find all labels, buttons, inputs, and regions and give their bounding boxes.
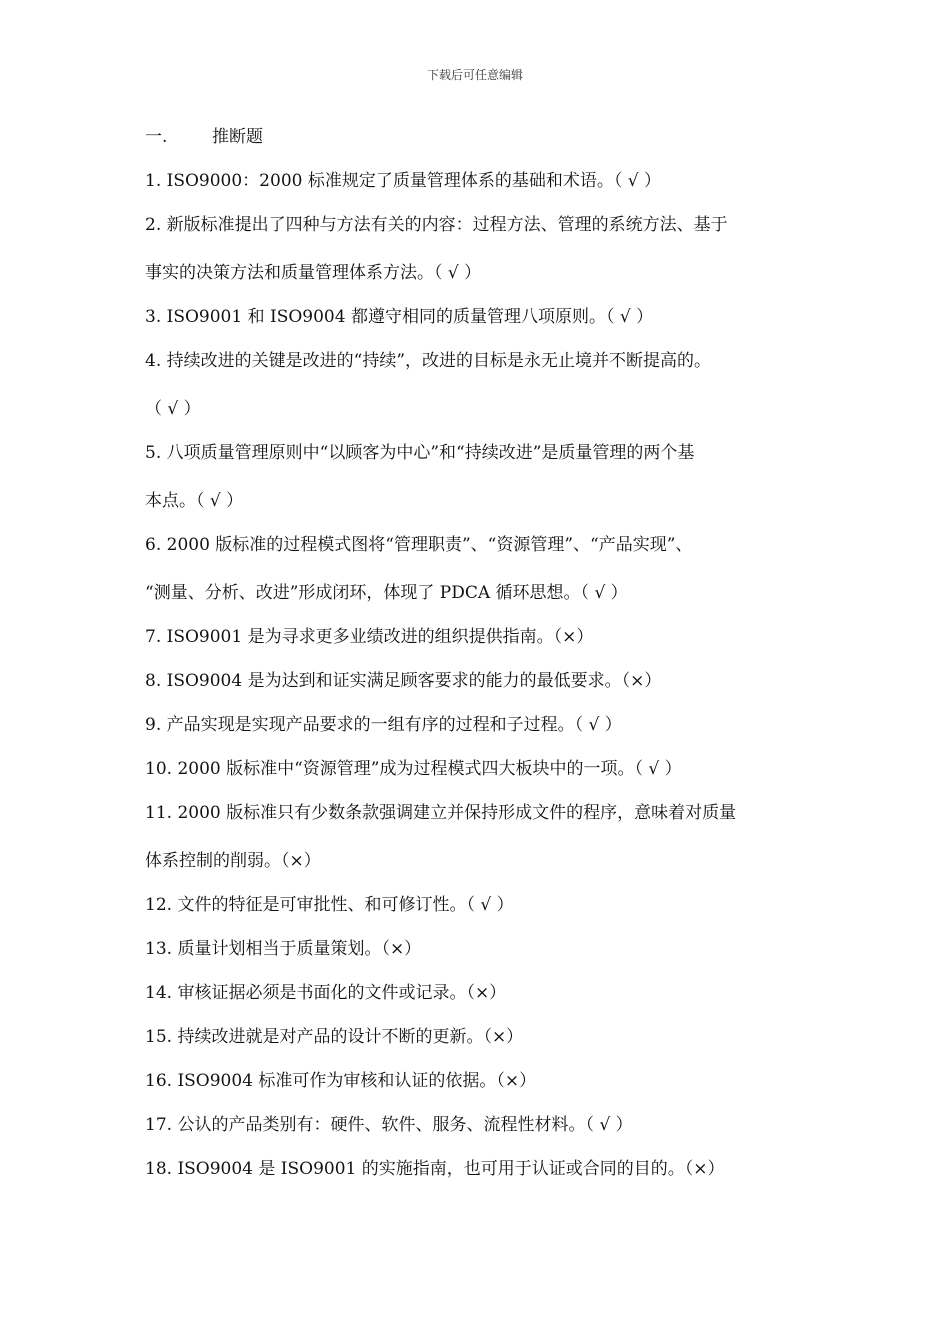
section-number: 一. [145,127,168,147]
question-item [145,348,810,422]
question-item [145,212,810,286]
question-item [145,668,810,694]
question-text-continued: 事实的决策方法和质量管理体系方法。（ √ ） [145,263,482,283]
question-text: 11. 2000 版标准只有少数条款强调建立并保持形成文件的程序，意味着对质量 [145,803,737,823]
question-item [145,980,810,1006]
question-text: 4. 持续改进的关键是改进的“持续”，改进的目标是永无止境并不断提高的。 [145,351,712,371]
question-text: 16. ISO9004 标准可作为审核和认证的依据。（×） [145,1071,537,1091]
question-item [145,1156,810,1182]
question-item [145,532,810,606]
question-item [145,1068,810,1094]
question-text: 2. 新版标准提出了四种与方法有关的内容：过程方法、管理的系统方法、基于 [145,215,728,235]
question-text-continued: （ √ ） [145,399,201,419]
question-item [145,1112,810,1138]
question-item [145,712,810,738]
question-text: 12. 文件的特征是可审批性、和可修订性。（ √ ） [145,895,514,915]
question-text: 17. 公认的产品类别有：硬件、软件、服务、流程性材料。（ √ ） [145,1115,633,1135]
question-text: 18. ISO9004 是 ISO9001 的实施指南，也可用于认证或合同的目的。（×） [145,1159,725,1179]
section-title [145,124,263,150]
question-text: 9. 产品实现是实现产品要求的一组有序的过程和子过程。（ √ ） [145,715,622,735]
question-item [145,1024,810,1050]
question-text: 10. 2000 版标准中“资源管理”成为过程模式四大板块中的一项。（ √ ） [145,759,682,779]
question-item [145,624,810,650]
header-note: 下载后可任意编辑 [426,68,523,82]
question-item [145,936,810,962]
question-text: 8. ISO9004 是为达到和证实满足顾客要求的能力的最低要求。（×） [145,671,662,691]
question-text: 5. 八项质量管理原则中“以顾客为中心”和“持续改进”是质量管理的两个基 [145,443,695,463]
question-text: 3. ISO9001 和 ISO9004 都遵守相同的质量管理八项原则。（ √ ） [145,307,654,327]
question-item [145,756,810,782]
question-text: 15. 持续改进就是对产品的设计不断的更新。（×） [145,1027,524,1047]
question-text-continued: 本点。（ √ ） [145,491,244,511]
question-text: 14. 审核证据必须是书面化的文件或记录。（×） [145,983,507,1003]
question-list [145,168,810,1200]
section-title-text: 推断题 [212,127,263,147]
question-text-continued: “测量、分析、改进”形成闭环，体现了 PDCA 循环思想。（ √ ） [145,583,628,603]
question-item [145,440,810,514]
question-item [145,304,810,330]
question-text: 6. 2000 版标准的过程模式图将“管理职责”、“资源管理”、“产品实现”、 [145,535,693,555]
question-text-continued: 体系控制的削弱。（×） [145,851,321,871]
question-item [145,168,810,194]
question-item [145,800,810,874]
question-item [145,892,810,918]
question-text: 7. ISO9001 是为寻求更多业绩改进的组织提供指南。（×） [145,627,594,647]
question-text: 1. ISO9000：2000 标准规定了质量管理体系的基础和术语。（ √ ） [145,171,661,191]
question-text: 13. 质量计划相当于质量策划。（×） [145,939,422,959]
